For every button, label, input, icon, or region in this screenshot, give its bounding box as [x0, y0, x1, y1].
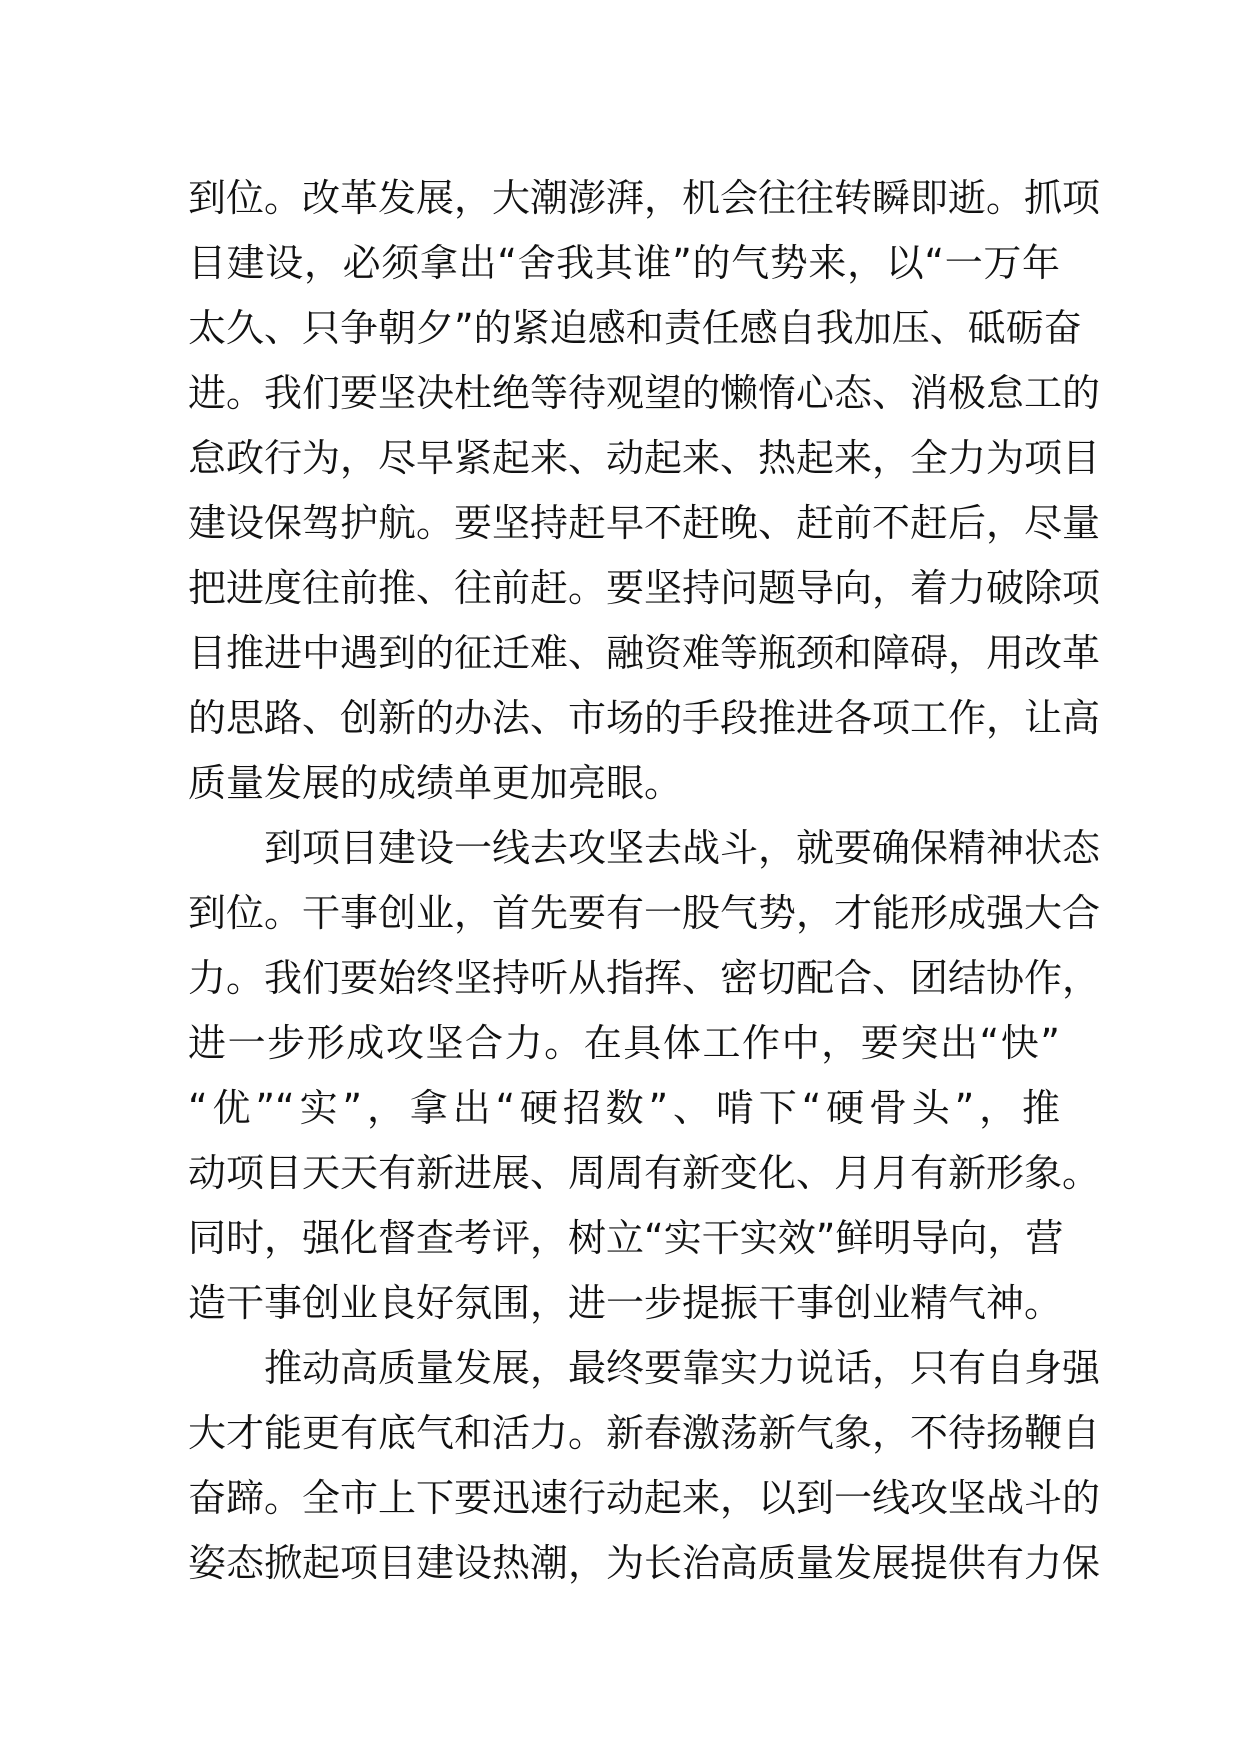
text-line: “优”“实”，拿出“硬招数”、啃下“硬骨头”，推: [188, 1086, 1060, 1130]
document-body: [188, 166, 1101, 1596]
text-line: 力。我们要始终坚持听从指挥、密切配合、团结协作，: [188, 956, 1101, 1000]
text-line: 动项目天天有新进展、周周有新变化、月月有新形象。: [188, 1151, 1101, 1195]
text-line: 进一步形成攻坚合力。在具体工作中，要突出“快”: [188, 1021, 1060, 1065]
paragraph-first-line: 推动高质量发展，最终要靠实力说话，只有自身强: [264, 1346, 1101, 1390]
text-line: 的思路、创新的办法、市场的手段推进各项工作，让高: [188, 696, 1101, 740]
text-line: 目建设，必须拿出“舍我其谁”的气势来，以“一万年: [188, 241, 1060, 285]
text-line: 建设保驾护航。要坚持赶早不赶晚、赶前不赶后，尽量: [188, 501, 1101, 545]
paragraph-first-line: 到项目建设一线去攻坚去战斗，就要确保精神状态: [264, 826, 1101, 870]
text-line: 质量发展的成绩单更加亮眼。: [188, 761, 683, 805]
text-line: 把进度往前推、往前赶。要坚持问题导向，着力破除项: [188, 566, 1101, 610]
text-line: 大才能更有底气和活力。新春激荡新气象，不待扬鞭自: [188, 1411, 1101, 1455]
text-line: 奋蹄。全市上下要迅速行动起来，以到一线攻坚战斗的: [188, 1476, 1101, 1520]
text-line: 目推进中遇到的征迁难、融资难等瓶颈和障碍，用改革: [188, 631, 1101, 675]
text-line: 姿态掀起项目建设热潮，为长治高质量发展提供有力保: [188, 1541, 1101, 1585]
text-line: 进。我们要坚决杜绝等待观望的懒惰心态、消极怠工的: [188, 371, 1101, 415]
text-line: 到位。改革发展，大潮澎湃，机会往往转瞬即逝。抓项: [188, 176, 1101, 220]
text-line: 到位。干事创业，首先要有一股气势，才能形成强大合: [188, 891, 1101, 935]
text-line: 怠政行为，尽早紧起来、动起来、热起来，全力为项目: [188, 436, 1101, 480]
text-line: 同时，强化督查考评，树立“实干实效”鲜明导向，营: [188, 1216, 1064, 1260]
text-line: 造干事创业良好氛围，进一步提振干事创业精气神。: [188, 1281, 1063, 1325]
text-line: 太久、只争朝夕”的紧迫感和责任感自我加压、砥砺奋: [188, 306, 1082, 350]
